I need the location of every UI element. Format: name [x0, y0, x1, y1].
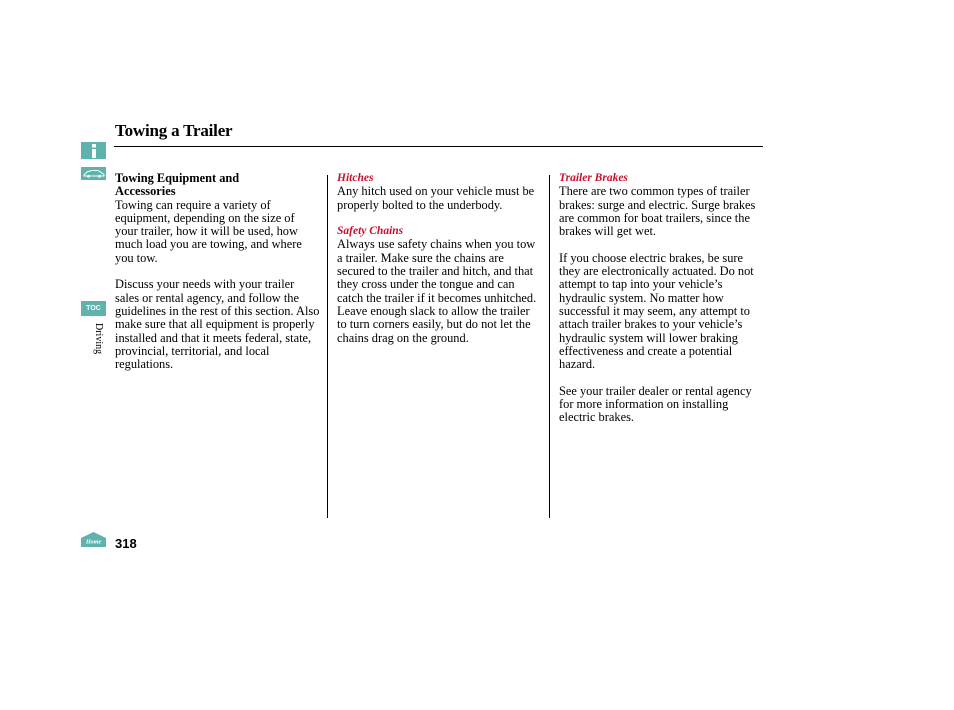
section-heading-trailer-brakes: Trailer Brakes	[559, 172, 628, 184]
home-icon	[80, 531, 107, 548]
section-heading-safety-chains: Safety Chains	[337, 225, 404, 238]
info-button[interactable]	[81, 142, 106, 159]
column-2	[337, 172, 542, 345]
page-title: Towing a Trailer	[115, 121, 233, 140]
column-3	[559, 172, 765, 425]
info-icon	[90, 144, 98, 158]
home-button[interactable]	[80, 531, 107, 553]
paragraph-hitches: Any hitch used on your vehicle must be properly bolted to the underbody.	[337, 184, 535, 212]
page-number: 318	[115, 536, 137, 551]
home-label: Home	[86, 539, 101, 546]
toc-button[interactable]	[81, 301, 106, 316]
paragraph-brakes-2: If you choose electric brakes, be sure they are electronically actuated. Do not attempt to tap into your vehicle’s hydraulic system. No matter how successful it may seem, any attempt to attach trailer brakes to your vehicle’s hydraulic system will lower braking effectiveness and create a potential hazard.	[559, 250, 754, 372]
paragraph-equipment-1: Towing can require a variety of equipment, depending on the size of your trailer, how it will be used, how much load you are towing, and where you tow.	[115, 197, 302, 265]
car-icon	[83, 169, 105, 178]
section-heading-equipment: Towing Equipment and Accessories	[115, 171, 240, 199]
column-divider-1	[327, 175, 328, 518]
column-divider-2	[549, 175, 550, 518]
paragraph-safety-chains: Always use safety chains when you tow a trailer. Make sure the chains are secured to the trailer and hitch, and that they cross under the tongue and can catch the trailer if it becomes unhitched. Leave enough slack to allow the trailer to turn corners easily, but do not let the chains drag on the ground.	[337, 237, 537, 345]
title-rule	[114, 146, 763, 147]
toc-icon: TOC	[86, 305, 101, 312]
car-button[interactable]	[81, 167, 106, 180]
side-section-tab[interactable]: Driving	[93, 323, 104, 355]
section-heading-hitches: Hitches	[337, 172, 374, 184]
paragraph-brakes-1: There are two common types of trailer brakes: surge and electric. Surge brakes are common for boat trailers, since the brakes will get wet.	[559, 184, 756, 239]
column-1	[115, 172, 320, 371]
paragraph-brakes-3: See your trailer dealer or rental agency for more information on installing electric brakes.	[559, 383, 752, 425]
paragraph-equipment-2: Discuss your needs with your trailer sales or rental agency, and follow the guidelines in the rest of this section. Also make sure that all equipment is properly installed and that it meets federal, state, provincial, territorial, and local regulations.	[115, 277, 320, 372]
